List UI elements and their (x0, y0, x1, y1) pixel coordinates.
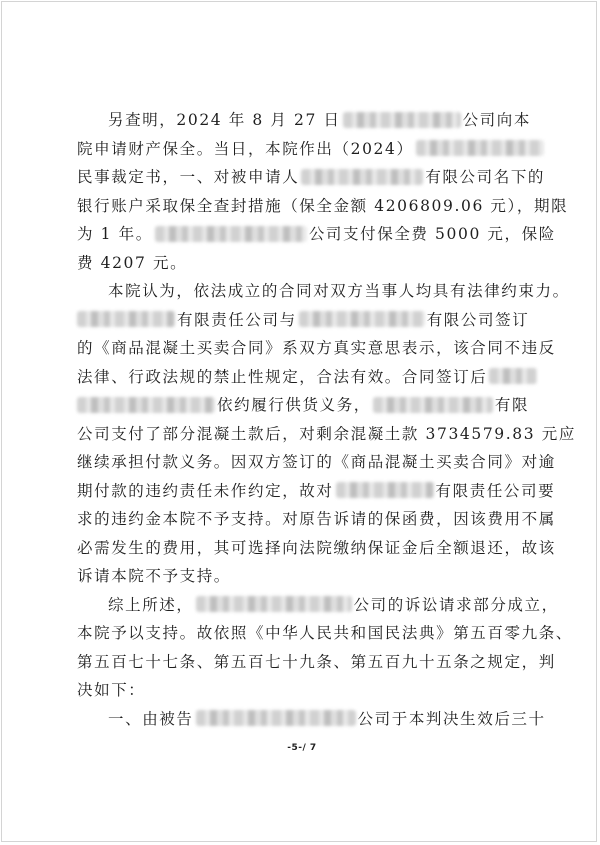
text-segment: 本院予以支持。故依照《中华人民共和国民法典》第五百零九条、 (77, 624, 573, 642)
page-number: -5-/ 7 (287, 743, 317, 753)
text-line (77, 220, 556, 249)
text-segment: 有限 (494, 396, 530, 414)
text-segment: 依约履行供货义务， (217, 396, 371, 414)
redacted-company-name (299, 311, 425, 327)
redacted-company-name (155, 226, 307, 242)
text-segment: 有限公司名下的 (425, 168, 546, 186)
redacted-case-number (416, 140, 544, 156)
paragraph-court-opinion (77, 277, 576, 591)
redacted-company-name (301, 169, 423, 185)
text-line (77, 192, 569, 221)
text-segment: 有限责任公司要 (435, 481, 556, 500)
text-segment: 决如下： (77, 681, 146, 699)
text-line (77, 648, 556, 677)
paragraph-preservation (77, 106, 569, 277)
redacted-company-name (77, 311, 175, 327)
text-segment: 院申请财产保全。当日，本院作出（2024） (77, 139, 414, 158)
text-segment: 为 1 年。 (77, 225, 153, 243)
text-line (77, 277, 570, 306)
text-segment: 第五百七十七条、第五百七十九条、第五百九十五条之规定，判 (77, 652, 556, 671)
text-line (77, 505, 556, 534)
document-page (1, 1, 597, 842)
text-segment: 有限公司签订 (426, 310, 530, 329)
text-line (77, 534, 556, 563)
text-line (77, 106, 529, 135)
text-line (77, 249, 529, 278)
text-line (77, 306, 529, 335)
text-segment: 另查明，2024 年 8 月 27 日 (108, 111, 341, 129)
text-line (77, 591, 559, 620)
text-segment: 公司支付了部分混凝土款后，对剩余混凝土款 3734579.83 元应 (77, 424, 576, 443)
text-line (77, 448, 556, 477)
text-segment: 必需发生的费用，其可选择向法院缴纳保证金后全额退还，故该 (77, 538, 556, 557)
redacted-company-name (196, 710, 356, 726)
text-line (77, 163, 546, 192)
redacted-company-name (77, 397, 215, 413)
text-line (77, 391, 529, 420)
text-line (77, 705, 546, 734)
text-line (77, 420, 576, 449)
text-segment: 求的违约金本院不予支持。对原告诉请的保函费，因该费用不属 (77, 510, 556, 528)
text-segment: 民事裁定书，一、对被申请人 (77, 168, 300, 186)
text-segment: 银行账户采取保全查封措施（保全金额 4206809.06 元），期限 (77, 196, 569, 215)
redacted-company-name (343, 112, 461, 128)
text-segment: 公司于本判决生效后三十 (357, 709, 546, 728)
text-segment: 一、由被告 (108, 709, 194, 728)
redacted-company-name (336, 482, 434, 498)
text-line (77, 619, 573, 648)
paragraph-conclusion (77, 591, 573, 705)
text-line (77, 676, 529, 705)
text-segment: 期付款的违约责任未作约定，故对 (77, 481, 334, 500)
text-segment: 诉请本院不予支持。 (77, 567, 231, 585)
text-segment: 费 4207 元。 (77, 253, 188, 272)
text-line (77, 363, 529, 392)
text-segment: 公司支付保全费 5000 元，保险 (308, 225, 556, 243)
text-line (77, 334, 556, 363)
text-segment: 本院认为，依法成立的合同对双方当事人均具有法律约束力。 (108, 282, 570, 300)
text-segment: 综上所述， (108, 595, 194, 614)
redacted-company-name (489, 368, 537, 384)
redacted-company-name (196, 596, 352, 612)
text-line (77, 135, 529, 164)
document-body (77, 106, 576, 733)
text-segment: 继续承担付款义务。因双方签订的《商品混凝土买卖合同》对逾 (77, 453, 556, 471)
redacted-company-name (373, 397, 493, 413)
text-segment: 有限责任公司与 (177, 310, 297, 329)
text-line (77, 562, 529, 591)
text-segment: 公司向本 (462, 111, 531, 129)
text-segment: 法律、行政法规的禁止性规定，合法有效。合同签订后 (77, 367, 488, 386)
text-segment: 的《商品混凝土买卖合同》系双方真实意思表示，该合同不违反 (77, 339, 556, 357)
text-line (77, 477, 556, 506)
text-segment: 公司的诉讼请求部分成立， (353, 595, 559, 614)
paragraph-judgment-item-1 (77, 705, 546, 734)
